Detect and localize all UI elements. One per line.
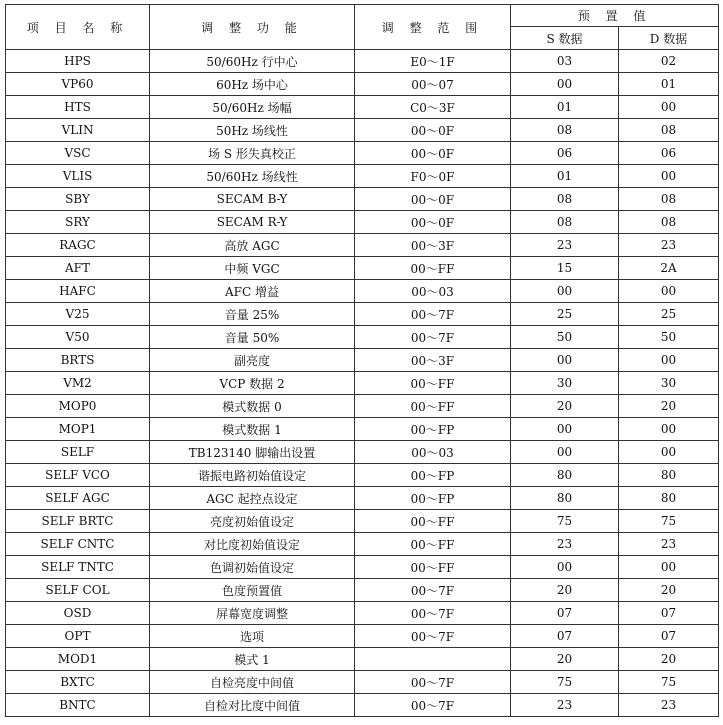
cell-range: 00～7F bbox=[355, 326, 511, 349]
cell-s-data: 06 bbox=[511, 142, 619, 165]
table-row bbox=[6, 326, 719, 349]
cell-range: 00～FF bbox=[355, 556, 511, 579]
header-d-data: D 数据 bbox=[619, 27, 719, 50]
cell-d-data: 00 bbox=[619, 349, 719, 372]
cell-d-data: 23 bbox=[619, 694, 719, 717]
cell-range: E0～1F bbox=[355, 50, 511, 73]
cell-item-name: BRTS bbox=[6, 349, 150, 372]
cell-range: F0～0F bbox=[355, 165, 511, 188]
cell-item-name: SBY bbox=[6, 188, 150, 211]
table-row bbox=[6, 418, 719, 441]
cell-s-data: 80 bbox=[511, 464, 619, 487]
cell-range: C0～3F bbox=[355, 96, 511, 119]
table-row bbox=[6, 533, 719, 556]
cell-item-name: SELF VCO bbox=[6, 464, 150, 487]
cell-range: 00～3F bbox=[355, 234, 511, 257]
cell-item-name: OSD bbox=[6, 602, 150, 625]
cell-range: 00～07 bbox=[355, 73, 511, 96]
cell-d-data: 07 bbox=[619, 625, 719, 648]
cell-s-data: 23 bbox=[511, 234, 619, 257]
cell-s-data: 00 bbox=[511, 556, 619, 579]
cell-s-data: 01 bbox=[511, 96, 619, 119]
cell-range: 00～FP bbox=[355, 464, 511, 487]
cell-range: 00～FF bbox=[355, 510, 511, 533]
cell-d-data: 08 bbox=[619, 211, 719, 234]
cell-function: 自检对比度中间值 bbox=[150, 694, 355, 717]
cell-item-name: AFT bbox=[6, 257, 150, 280]
cell-function: 50/60Hz 行中心 bbox=[150, 50, 355, 73]
cell-s-data: 07 bbox=[511, 602, 619, 625]
cell-function: 模式数据 1 bbox=[150, 418, 355, 441]
cell-item-name: BXTC bbox=[6, 671, 150, 694]
cell-s-data: 75 bbox=[511, 510, 619, 533]
table-row bbox=[6, 671, 719, 694]
cell-item-name: VLIS bbox=[6, 165, 150, 188]
cell-range: 00～FP bbox=[355, 418, 511, 441]
cell-s-data: 00 bbox=[511, 349, 619, 372]
cell-s-data: 23 bbox=[511, 694, 619, 717]
cell-function: 模式 1 bbox=[150, 648, 355, 671]
cell-item-name: MOP0 bbox=[6, 395, 150, 418]
cell-item-name: HPS bbox=[6, 50, 150, 73]
cell-function: 50/60Hz 场幅 bbox=[150, 96, 355, 119]
cell-s-data: 23 bbox=[511, 533, 619, 556]
cell-item-name: BNTC bbox=[6, 694, 150, 717]
cell-function: 对比度初始值设定 bbox=[150, 533, 355, 556]
cell-d-data: 80 bbox=[619, 487, 719, 510]
cell-range: 00～7F bbox=[355, 303, 511, 326]
cell-d-data: 07 bbox=[619, 602, 719, 625]
cell-function: 色调初始值设定 bbox=[150, 556, 355, 579]
cell-function: 屏幕宽度调整 bbox=[150, 602, 355, 625]
table-row bbox=[6, 579, 719, 602]
cell-d-data: 01 bbox=[619, 73, 719, 96]
cell-range: 00～0F bbox=[355, 142, 511, 165]
table-row bbox=[6, 188, 719, 211]
cell-s-data: 30 bbox=[511, 372, 619, 395]
table-row bbox=[6, 303, 719, 326]
cell-s-data: 20 bbox=[511, 395, 619, 418]
cell-item-name: OPT bbox=[6, 625, 150, 648]
cell-item-name: VSC bbox=[6, 142, 150, 165]
table-row bbox=[6, 441, 719, 464]
cell-d-data: 00 bbox=[619, 556, 719, 579]
cell-item-name: SELF CNTC bbox=[6, 533, 150, 556]
cell-d-data: 20 bbox=[619, 648, 719, 671]
cell-d-data: 00 bbox=[619, 418, 719, 441]
cell-s-data: 75 bbox=[511, 671, 619, 694]
cell-item-name: RAGC bbox=[6, 234, 150, 257]
cell-function: 选项 bbox=[150, 625, 355, 648]
cell-function: 自检亮度中间值 bbox=[150, 671, 355, 694]
table-row bbox=[6, 395, 719, 418]
cell-s-data: 15 bbox=[511, 257, 619, 280]
cell-s-data: 20 bbox=[511, 579, 619, 602]
cell-range: 00～7F bbox=[355, 625, 511, 648]
cell-function: 副亮度 bbox=[150, 349, 355, 372]
table-header bbox=[6, 5, 719, 50]
cell-s-data: 00 bbox=[511, 418, 619, 441]
table-row bbox=[6, 234, 719, 257]
table-row bbox=[6, 510, 719, 533]
table-row bbox=[6, 96, 719, 119]
cell-function: 色度预置值 bbox=[150, 579, 355, 602]
cell-item-name: SELF BRTC bbox=[6, 510, 150, 533]
cell-function: SECAM B-Y bbox=[150, 188, 355, 211]
table-row bbox=[6, 602, 719, 625]
table-row bbox=[6, 73, 719, 96]
cell-function: 高放 AGC bbox=[150, 234, 355, 257]
cell-item-name: SELF AGC bbox=[6, 487, 150, 510]
cell-item-name: VP60 bbox=[6, 73, 150, 96]
cell-item-name: HAFC bbox=[6, 280, 150, 303]
cell-item-name: SELF COL bbox=[6, 579, 150, 602]
table-row bbox=[6, 211, 719, 234]
cell-d-data: 08 bbox=[619, 119, 719, 142]
table-row bbox=[6, 648, 719, 671]
cell-item-name: MOP1 bbox=[6, 418, 150, 441]
cell-d-data: 50 bbox=[619, 326, 719, 349]
cell-s-data: 25 bbox=[511, 303, 619, 326]
table-body bbox=[6, 50, 719, 717]
cell-s-data: 08 bbox=[511, 211, 619, 234]
header-item-name: 项 目 名 称 bbox=[6, 5, 150, 50]
cell-range: 00～03 bbox=[355, 280, 511, 303]
cell-s-data: 08 bbox=[511, 119, 619, 142]
cell-item-name: SELF bbox=[6, 441, 150, 464]
cell-d-data: 20 bbox=[619, 395, 719, 418]
cell-s-data: 00 bbox=[511, 441, 619, 464]
cell-d-data: 80 bbox=[619, 464, 719, 487]
cell-range: 00～3F bbox=[355, 349, 511, 372]
cell-range: 00～7F bbox=[355, 671, 511, 694]
adjustment-table bbox=[5, 4, 719, 717]
table-row bbox=[6, 50, 719, 73]
cell-function: SECAM R-Y bbox=[150, 211, 355, 234]
cell-function: 50Hz 场线性 bbox=[150, 119, 355, 142]
cell-item-name: V25 bbox=[6, 303, 150, 326]
cell-range: 00～FF bbox=[355, 395, 511, 418]
cell-s-data: 00 bbox=[511, 280, 619, 303]
table-row bbox=[6, 694, 719, 717]
cell-function: 场 S 形失真校正 bbox=[150, 142, 355, 165]
cell-d-data: 75 bbox=[619, 510, 719, 533]
table-row bbox=[6, 487, 719, 510]
cell-d-data: 00 bbox=[619, 165, 719, 188]
table-row bbox=[6, 372, 719, 395]
document-page bbox=[5, 4, 719, 717]
cell-function: 60Hz 场中心 bbox=[150, 73, 355, 96]
cell-function: 模式数据 0 bbox=[150, 395, 355, 418]
table-row bbox=[6, 625, 719, 648]
cell-range: 00～7F bbox=[355, 602, 511, 625]
cell-s-data: 07 bbox=[511, 625, 619, 648]
cell-s-data: 01 bbox=[511, 165, 619, 188]
table-row bbox=[6, 556, 719, 579]
cell-d-data: 06 bbox=[619, 142, 719, 165]
table-row bbox=[6, 257, 719, 280]
cell-d-data: 00 bbox=[619, 280, 719, 303]
cell-range: 00～FF bbox=[355, 257, 511, 280]
cell-d-data: 23 bbox=[619, 234, 719, 257]
cell-d-data: 30 bbox=[619, 372, 719, 395]
cell-item-name: MOD1 bbox=[6, 648, 150, 671]
cell-item-name: VM2 bbox=[6, 372, 150, 395]
table-row bbox=[6, 280, 719, 303]
cell-s-data: 20 bbox=[511, 648, 619, 671]
cell-function: 音量 50% bbox=[150, 326, 355, 349]
cell-item-name: HTS bbox=[6, 96, 150, 119]
cell-range: 00～0F bbox=[355, 119, 511, 142]
cell-d-data: 2A bbox=[619, 257, 719, 280]
cell-d-data: 00 bbox=[619, 441, 719, 464]
cell-function: AFC 增益 bbox=[150, 280, 355, 303]
header-function: 调 整 功 能 bbox=[150, 5, 355, 50]
cell-range: 00～7F bbox=[355, 579, 511, 602]
cell-range: 00～FF bbox=[355, 372, 511, 395]
table-row bbox=[6, 349, 719, 372]
cell-function: 中频 VGC bbox=[150, 257, 355, 280]
cell-s-data: 00 bbox=[511, 73, 619, 96]
cell-s-data: 80 bbox=[511, 487, 619, 510]
table-row bbox=[6, 464, 719, 487]
cell-range: 00～FF bbox=[355, 533, 511, 556]
cell-range bbox=[355, 648, 511, 671]
cell-function: 亮度初始值设定 bbox=[150, 510, 355, 533]
cell-item-name: V50 bbox=[6, 326, 150, 349]
header-s-data: S 数据 bbox=[511, 27, 619, 50]
cell-item-name: SRY bbox=[6, 211, 150, 234]
cell-range: 00～FP bbox=[355, 487, 511, 510]
cell-d-data: 25 bbox=[619, 303, 719, 326]
cell-function: AGC 起控点设定 bbox=[150, 487, 355, 510]
cell-d-data: 02 bbox=[619, 50, 719, 73]
cell-s-data: 08 bbox=[511, 188, 619, 211]
cell-d-data: 75 bbox=[619, 671, 719, 694]
table-row bbox=[6, 142, 719, 165]
table-row bbox=[6, 165, 719, 188]
cell-item-name: VLIN bbox=[6, 119, 150, 142]
cell-function: 音量 25% bbox=[150, 303, 355, 326]
cell-function: VCP 数据 2 bbox=[150, 372, 355, 395]
cell-range: 00～7F bbox=[355, 694, 511, 717]
cell-s-data: 50 bbox=[511, 326, 619, 349]
cell-d-data: 00 bbox=[619, 96, 719, 119]
cell-range: 00～0F bbox=[355, 188, 511, 211]
cell-item-name: SELF TNTC bbox=[6, 556, 150, 579]
table-row bbox=[6, 119, 719, 142]
cell-range: 00～03 bbox=[355, 441, 511, 464]
header-preset: 预 置 值 bbox=[511, 5, 719, 27]
cell-range: 00～0F bbox=[355, 211, 511, 234]
cell-function: TB123140 脚输出设置 bbox=[150, 441, 355, 464]
header-range: 调 整 范 围 bbox=[355, 5, 511, 50]
cell-function: 50/60Hz 场线性 bbox=[150, 165, 355, 188]
cell-function: 谐振电路初始值设定 bbox=[150, 464, 355, 487]
cell-d-data: 20 bbox=[619, 579, 719, 602]
cell-s-data: 03 bbox=[511, 50, 619, 73]
cell-d-data: 08 bbox=[619, 188, 719, 211]
cell-d-data: 23 bbox=[619, 533, 719, 556]
